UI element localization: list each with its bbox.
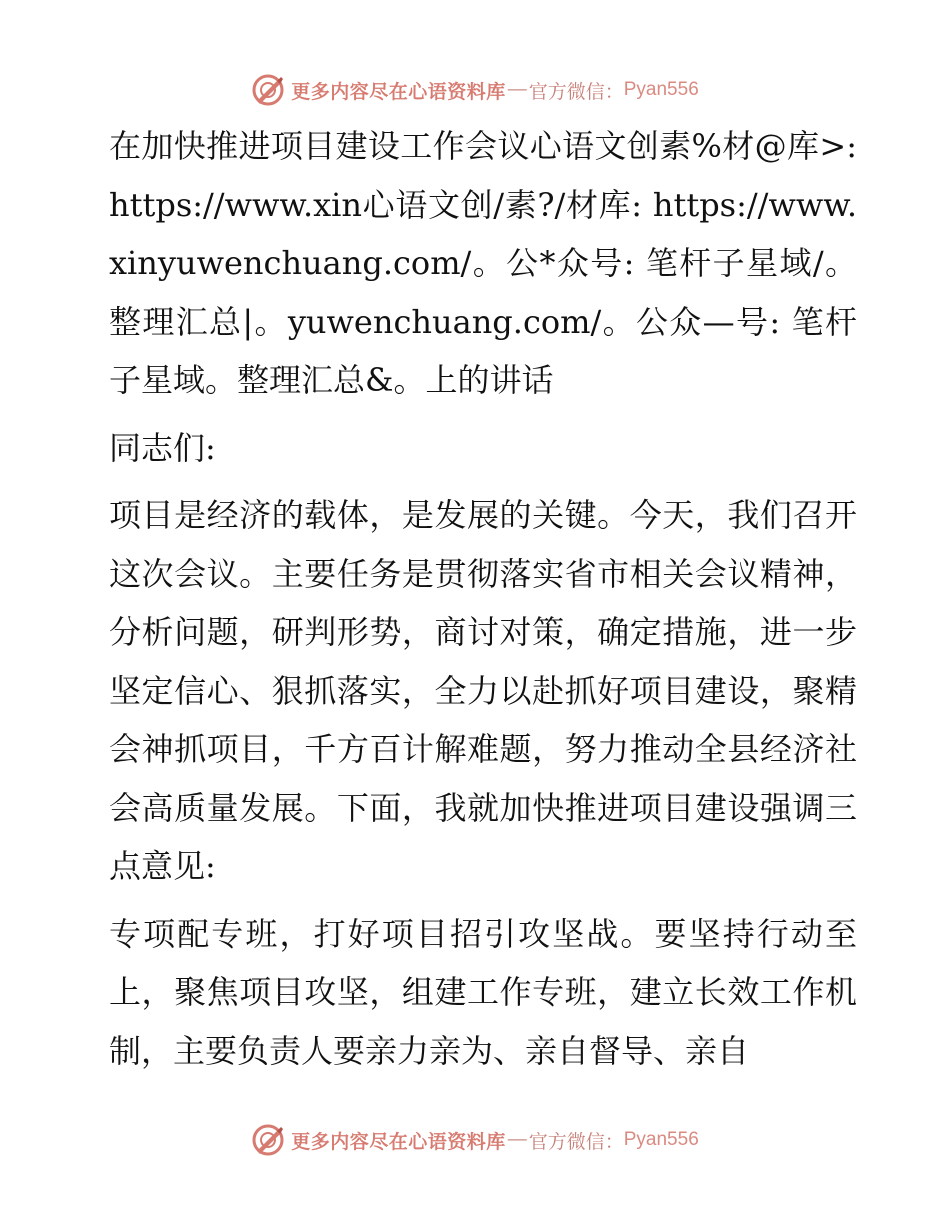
document-title: 在加快推进项目建设工作会议心语文创素%材@库>: https://www.xin心语文创/素?/材库: https://www.xinyuwenchuang.com/。公*众号: 笔杆子星域/。整理汇总|。yuwenchuang.com/。公众—号: 笔杆子星域。整理汇总&。上的讲话 (109, 127, 857, 399)
banner-wechat-id: Pyan556 (623, 1129, 699, 1150)
salutation: 同志们: (109, 428, 216, 467)
pen-logo-icon (251, 1123, 285, 1157)
paragraph-point-one: 专项配专班，打好项目招引攻坚战。要坚持行动至上，聚焦项目攻坚，组建工作专班，建立长效工作机制，主要负责人要亲力亲为、亲自督导、亲自 (109, 914, 857, 1070)
footer-watermark-banner (0, 1120, 950, 1160)
pen-logo-icon (251, 73, 285, 107)
banner-wechat-label: 官方微信： (528, 1131, 624, 1153)
banner-separator: — (507, 1129, 527, 1150)
banner-brand-text: 更多内容尽在心语资料库 (291, 1130, 506, 1153)
header-watermark-banner (0, 70, 950, 110)
document-body (97, 117, 857, 1080)
banner-separator: — (507, 79, 527, 100)
banner-wechat-id: Pyan556 (623, 79, 699, 100)
banner-brand-text: 更多内容尽在心语资料库 (291, 80, 506, 103)
banner-wechat-label: 官方微信： (528, 81, 624, 103)
paragraph-intro: 项目是经济的载体，是发展的关键。今天，我们召开这次会议。主要任务是贯彻落实省市相关会议精神，分析问题，研判形势，商讨对策，确定措施，进一步坚定信心、狠抓落实，全力以赴抓好项目建设，聚精会神抓项目，千方百计解难题，努力推动全县经济社会高质量发展。下面，我就加快推进项目建设强调三点意见: (109, 496, 857, 885)
